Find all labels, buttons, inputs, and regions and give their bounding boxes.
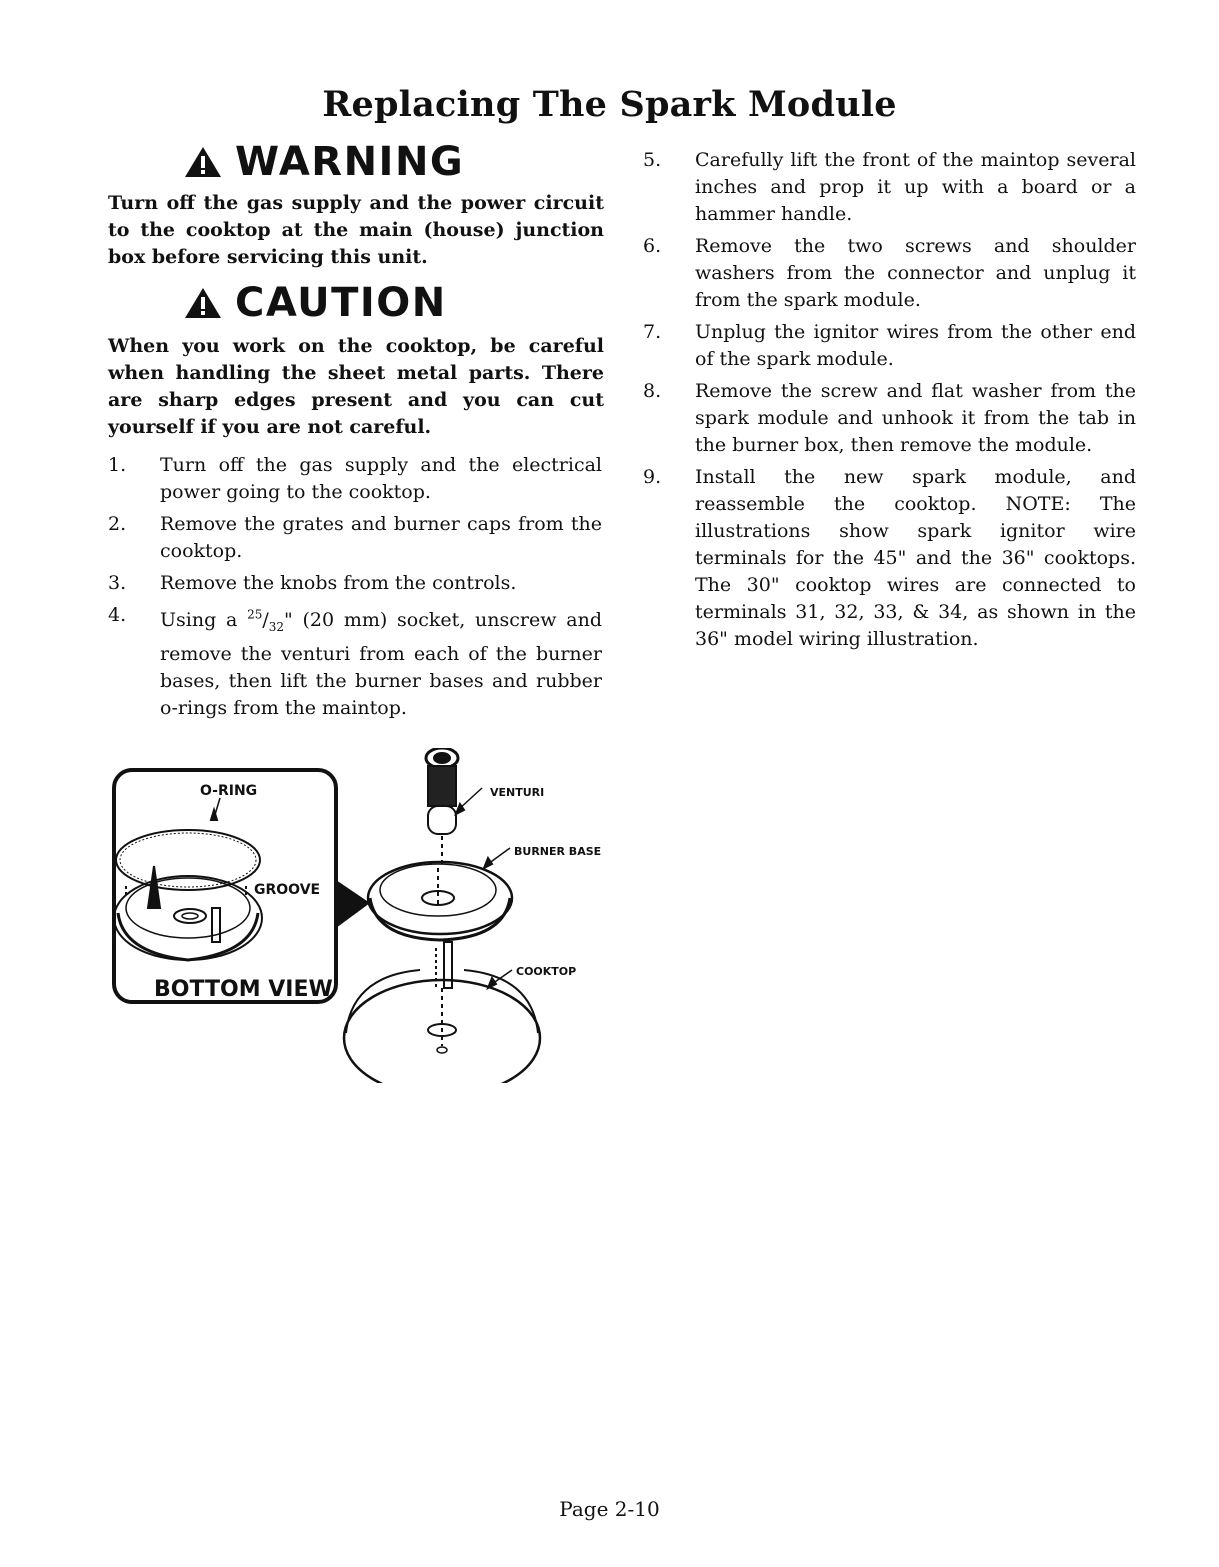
- steps-list-right: [643, 147, 1136, 658]
- caution-triangle-icon: [183, 286, 223, 320]
- step-item: [108, 602, 602, 722]
- burner-assembly-illustration: [108, 748, 628, 1083]
- page-title: Replacing The Spark Module: [322, 84, 897, 125]
- page-number: Page 2-10: [559, 1497, 660, 1521]
- cooktop-label: COOKTOP: [516, 965, 577, 978]
- step-number: 1.: [108, 454, 127, 476]
- step-item: [108, 452, 602, 506]
- step-text: Turn off the gas supply and the electrical power going to the cooktop.: [160, 454, 602, 503]
- step-item: [643, 233, 1136, 314]
- burner-base-part: [368, 845, 601, 940]
- o-ring-label: O-RING: [200, 783, 258, 799]
- cooktop-part: [344, 942, 576, 1083]
- fraction-numerator: 25: [247, 608, 263, 622]
- step-text: Remove the knobs from the controls.: [160, 572, 517, 594]
- bottom-view-inset: [114, 770, 370, 1002]
- step-item: [643, 464, 1136, 653]
- step-item: [643, 147, 1136, 228]
- warning-text: Turn off the gas supply and the power circuit to the cooktop at the main (house) junction box before servicing this unit.: [108, 192, 604, 268]
- step-text-pre: Using a: [160, 609, 248, 632]
- step-number: 4.: [108, 604, 127, 626]
- burner-base-label: BURNER BASE: [514, 845, 602, 858]
- step-number: 6.: [643, 235, 662, 257]
- step-item: [108, 511, 602, 565]
- fraction-slash: /: [262, 609, 269, 632]
- step-number: 3.: [108, 572, 127, 594]
- step-text-post: " (20 mm) socket, unscrew and remove the venturi from each of the burner bases, then lift the burner bases and rubber o-rings from the maintop.: [160, 609, 602, 720]
- fraction-denominator: 32: [268, 620, 285, 635]
- step-text: Carefully lift the front of the maintop several inches and prop it up with a board or a hammer handle.: [695, 149, 1136, 225]
- caution-heading-label: CAUTION: [235, 280, 447, 326]
- step-number: 7.: [643, 321, 662, 343]
- step-text: [160, 609, 602, 719]
- step-number: 8.: [643, 380, 662, 402]
- caution-text: When you work on the cooktop, be careful when handling the sheet metal parts. There are sharp edges present and you can cut yourself if you are not careful.: [108, 335, 604, 438]
- step-text: Install the new spark module, and reassemble the cooktop. NOTE: The illustrations show spark ignitor wire terminals for the 45" and the 36" cooktops. The 30" cooktop wires are connected to terminals 31, 32, 33, & 34, as shown in the 36" model wiring illustration.: [695, 466, 1136, 650]
- step-text: Remove the grates and burner caps from the cooktop.: [160, 513, 602, 562]
- caution-heading: [183, 280, 447, 326]
- venturi-label: VENTURI: [490, 786, 545, 799]
- step-text: Unplug the ignitor wires from the other end of the spark module.: [695, 321, 1136, 370]
- bottom-view-label: BOTTOM VIEW: [154, 977, 333, 1002]
- step-number: 5.: [643, 149, 662, 171]
- step-item: [108, 570, 602, 597]
- step-text: Remove the screw and flat washer from the spark module and unhook it from the tab in the burner box, then remove the module.: [695, 380, 1136, 456]
- warning-heading: [183, 139, 464, 185]
- step-item: [643, 319, 1136, 373]
- step-item: [643, 378, 1136, 459]
- steps-list-left: [108, 452, 602, 727]
- warning-triangle-icon: [183, 145, 223, 179]
- groove-label: GROOVE: [254, 882, 321, 898]
- warning-heading-label: WARNING: [235, 139, 465, 185]
- step-number: 9.: [643, 466, 662, 488]
- step-text: Remove the two screws and shoulder washers from the connector and unplug it from the spark module.: [695, 235, 1136, 311]
- step-number: 2.: [108, 513, 127, 535]
